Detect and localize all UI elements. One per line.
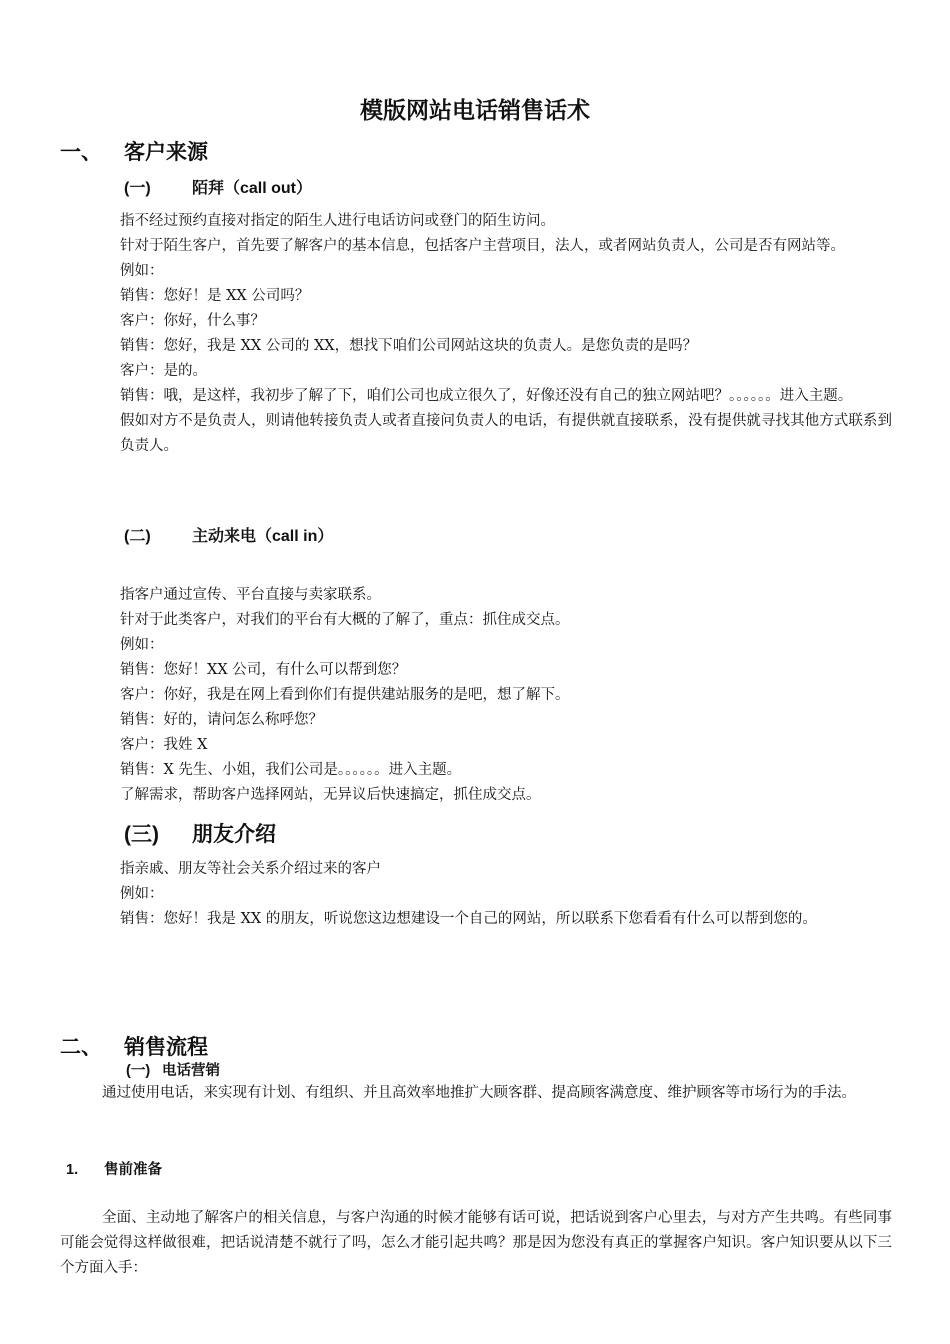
numbered-heading-1 bbox=[66, 1158, 162, 1179]
subsection-number: (一) bbox=[126, 1063, 151, 1079]
subsection-heading-1-3 bbox=[124, 818, 276, 848]
paragraph: 指亲戚、朋友等社会关系介绍过来的客户 bbox=[120, 861, 381, 877]
section-heading-1 bbox=[60, 136, 208, 166]
paragraph: 客户：我姓 X bbox=[120, 737, 208, 753]
paragraph: 指客户通过宣传、平台直接与卖家联系。 bbox=[120, 587, 381, 603]
section-heading-2 bbox=[60, 1031, 208, 1061]
subsection-heading-1-1 bbox=[124, 175, 312, 198]
section-number: 一、 bbox=[60, 139, 102, 164]
subsection-number: (一) bbox=[124, 180, 151, 197]
section-title: 客户来源 bbox=[124, 139, 208, 164]
paragraph: 客户：你好，什么事？ bbox=[120, 313, 265, 329]
paragraph: 销售：您好！我是 XX 的朋友，听说您这边想建设一个自己的网站，所以联系下您看看有什么可以帮到您的。 bbox=[120, 911, 817, 927]
paragraph: 例如： bbox=[120, 886, 164, 902]
item-title: 售前准备 bbox=[104, 1162, 162, 1178]
section-number: 二、 bbox=[60, 1034, 102, 1059]
paragraph: 针对于陌生客户，首先要了解客户的基本信息，包括客户主营项目，法人，或者网站负责人，公司是否有网站等。 bbox=[120, 238, 845, 254]
paragraph: 假如对方不是负责人，则请他转接负责人或者直接问负责人的电话，有提供就直接联系，没有提供就寻找其他方式联系到负责人。 bbox=[120, 413, 892, 454]
paragraph: 销售：哦，是这样，我初步了解了下，咱们公司也成立很久了，好像还没有自己的独立网站吧？。。。。。。进入主题。 bbox=[120, 388, 853, 404]
paragraph: 销售：您好，我是 XX 公司的 XX，想找下咱们公司网站这块的负责人。是您负责的是吗？ bbox=[120, 338, 698, 354]
document-title: 模版网站电话销售话术 bbox=[360, 97, 590, 124]
paragraph: 了解需求，帮助客户选择网站，无异议后快速搞定，抓住成交点。 bbox=[120, 787, 541, 803]
subsection-body-1-1 bbox=[120, 209, 892, 459]
paragraph: 销售：好的，请问怎么称呼您？ bbox=[120, 712, 323, 728]
section-title: 销售流程 bbox=[124, 1034, 208, 1059]
paragraph: 客户：你好，我是在网上看到你们有提供建站服务的是吧，想了解下。 bbox=[120, 687, 570, 703]
subsection-title: 电话营销 bbox=[162, 1063, 220, 1079]
subsection-number: (三) bbox=[124, 823, 159, 846]
paragraph: 例如： bbox=[120, 263, 164, 279]
subsection-title: 陌拜（call out） bbox=[192, 180, 313, 197]
item-number: 1. bbox=[66, 1162, 79, 1178]
paragraph: 销售：您好！XX 公司，有什么可以帮到您？ bbox=[120, 662, 407, 678]
item-1-paragraph: 全面、主动地了解客户的相关信息，与客户沟通的时候才能够有话可说，把话说到客户心里去，与对方产生共鸣。有些同事可能会觉得这样做很难，把话说清楚不就行了吗，怎么才能引起共鸣？那是因为您没有真正的掌握客户知识。客户知识要从以下三个方面入手： bbox=[60, 1210, 892, 1276]
subsection-title: 主动来电（call in） bbox=[192, 528, 334, 545]
subsection-number: (二) bbox=[124, 528, 151, 545]
paragraph: 针对于此类客户，对我们的平台有大概的了解了，重点：抓住成交点。 bbox=[120, 612, 570, 628]
subsection-title: 朋友介绍 bbox=[192, 823, 276, 846]
section-2-1-paragraph: 通过使用电话，来实现有计划、有组织、并且高效率地推扩大顾客群、提高顾客满意度、维护顾客等市场行为的手法。 bbox=[102, 1085, 856, 1101]
subsection-body-1-3 bbox=[120, 857, 892, 932]
paragraph: 销售：X 先生、小姐，我们公司是。。。。。。进入主题。 bbox=[120, 762, 462, 778]
paragraph: 指不经过预约直接对指定的陌生人进行电话访问或登门的陌生访问。 bbox=[120, 213, 555, 229]
subsection-body-1-2 bbox=[120, 583, 892, 808]
subsection-heading-1-2 bbox=[124, 523, 333, 546]
paragraph: 销售：您好！是 XX 公司吗？ bbox=[120, 288, 310, 304]
paragraph: 客户：是的。 bbox=[120, 363, 207, 379]
subsection-heading-2-1 bbox=[126, 1059, 220, 1080]
paragraph: 例如： bbox=[120, 637, 164, 653]
